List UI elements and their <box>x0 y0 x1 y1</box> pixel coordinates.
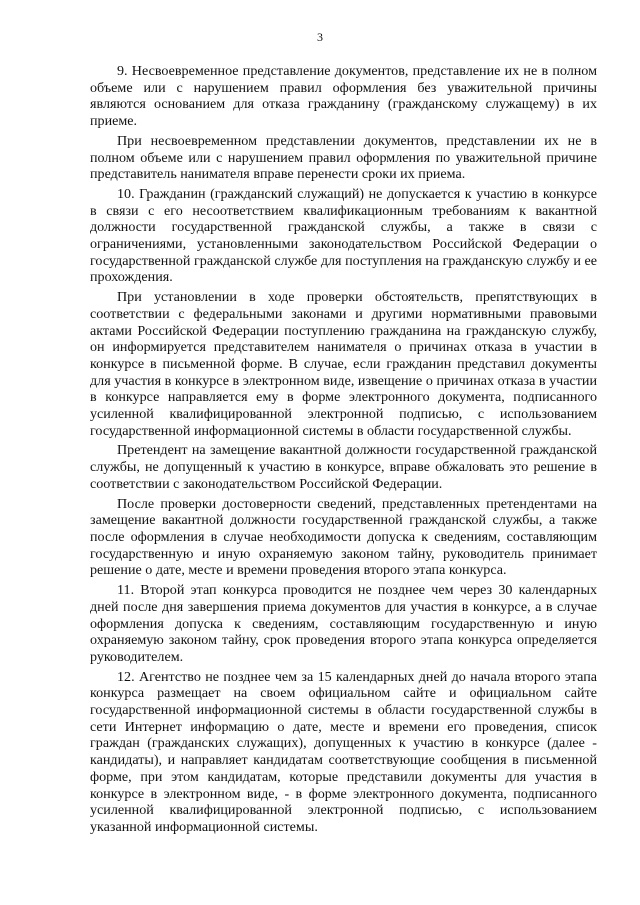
page-number: 3 <box>317 30 323 44</box>
paragraph-10-check-circumstances: При установлении в ходе проверки обстоятельств, препятствующих в соответствии с федеральными законами и другими нормативными правовыми актами Российской Федерации поступлению гражданина на гражданскую службу, он информируется представителем нанимателя о причинах отказа в участии в конкурсе в письменной форме. В случае, если гражданин представил документы для участия в конкурсе в электронном виде, извещение о причинах отказа в участии в конкурсе направляется ему в форме электронного документа, подписанного усиленной квалифицированной электронной подписью, с использованием государственной информационной системы в области государственной службы. <box>90 289 597 439</box>
paragraph-9: 9. Несвоевременное представление документов, представление их не в полном объеме или с нарушением правил оформления без уважительной причины являются основанием для отказа гражданину (гражданскому служащему) в их приеме. <box>90 63 597 130</box>
paragraph-11: 11. Второй этап конкурса проводится не позднее чем через 30 календарных дней после дня завершения приема документов для участия в конкурсе, а в случае оформления допуска к сведениям, составляющим государственную и иную охраняемую законом тайну, срок проведения второго этапа конкурса определяется руководителем. <box>90 582 597 665</box>
paragraph-9-continuation: При несвоевременном представлении документов, представлении их не в полном объеме или с нарушением правил оформления по уважительной причине представитель нанимателя вправе перенести сроки их приема. <box>90 132 597 183</box>
paragraph-10-verification: После проверки достоверности сведений, представленных претендентами на замещение вакантной должности государственной гражданской службы, а также после оформления в случае необходимости допуска к сведениям, составляющим государственную и иную охраняемую законом тайну, руководитель принимает решение о дате, месте и времени проведения второго этапа конкурса. <box>90 495 597 579</box>
document-body <box>90 63 597 839</box>
paragraph-12: 12. Агентство не позднее чем за 15 календарных дней до начала второго этапа конкурса размещает на своем официальном сайте и официальном сайте государственной информационной системы в области государственной службы в сети Интернет информацию о дате, месте и времени его проведения, список граждан (гражданских служащих), допущенных к участию в конкурсе (далее - кандидаты), и направляет кандидатам соответствующие сообщения в письменной форме, при этом кандидатам, которые представили документы для участия в конкурсе в электронном виде, - в форме электронного документа, подписанного усиленной квалифицированной электронной подписью, с использованием указанной информационной системы. <box>90 668 597 835</box>
paragraph-10-appeal: Претендент на замещение вакантной должности государственной гражданской службы, не допущенный к участию в конкурсе, вправе обжаловать это решение в соответствии с законодательством Российской Федерации. <box>90 442 597 492</box>
paragraph-10: 10. Гражданин (гражданский служащий) не допускается к участию в конкурсе в связи с его несоответствием квалификационным требованиям к вакантной должности государственной гражданской службы, а также в связи с ограничениями, установленными законодательством Российской Федерации о государственной гражданской службе для поступления на гражданскую службу и ее прохождения. <box>90 185 597 286</box>
